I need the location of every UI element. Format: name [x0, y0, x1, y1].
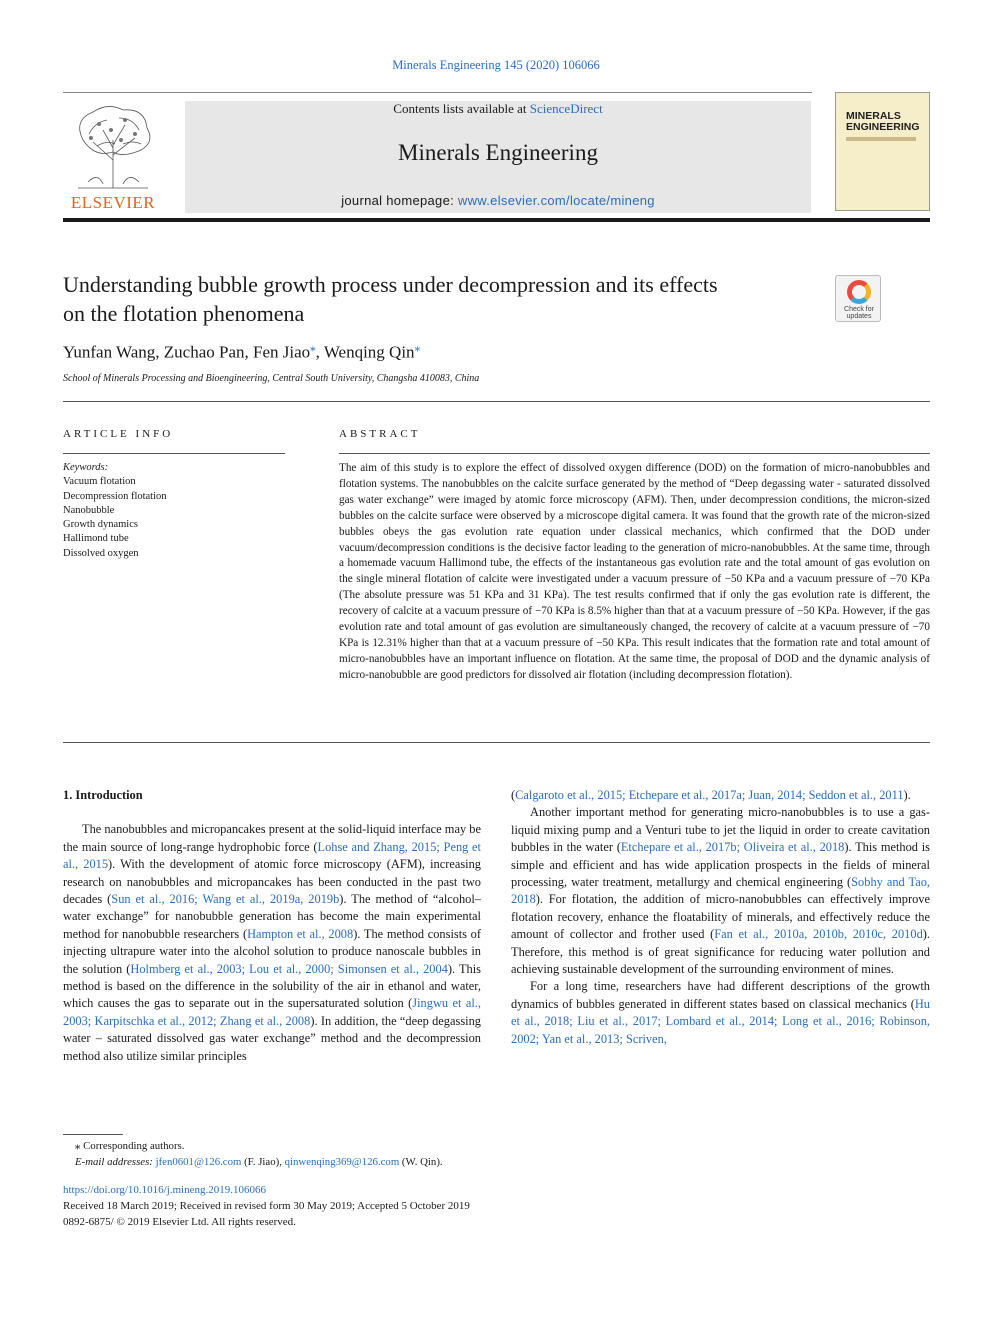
journal-homepage: [185, 193, 811, 208]
corresponding-note: ⁎ Corresponding authors.: [75, 1140, 185, 1152]
article-title: [63, 270, 823, 328]
journal-cover-thumbnail[interactable]: [835, 92, 930, 211]
keyword: Nanobubble: [63, 504, 115, 516]
body-text: ).: [903, 788, 911, 802]
copyright: 0892-6875/ © 2019 Elsevier Ltd. All rights reserved.: [63, 1216, 296, 1228]
cover-title-line1: MINERALS: [846, 110, 901, 122]
body-text: For a long time, researchers have had different descriptions of the growth dynamics of bubbles generated in different states based on classical mechanics (: [511, 979, 930, 1011]
footnote-rule: [63, 1134, 123, 1135]
body-text: ). In addition, the “deep degassing water – saturated dissolved gas water exchange” method and the decompression method also utilize similar principles: [63, 1013, 481, 1063]
body-column-left: [63, 787, 481, 1065]
citation-link[interactable]: Sun et al., 2016; Wang et al., 2019a, 2019b: [111, 892, 340, 907]
publisher-name: ELSEVIER: [70, 193, 156, 212]
affiliation: School of Minerals Processing and Bioengineering, Central South University, Changsha 410083, China: [63, 373, 480, 384]
email-note: [63, 1155, 930, 1171]
cover-strip: [846, 137, 916, 141]
divider: [63, 742, 930, 743]
citation-link[interactable]: Calgaroto et al., 2015; Etchepare et al., 2017a; Juan, 2014; Seddon et al., 2011: [515, 788, 904, 802]
body-text: ). This method is simple and efficient and has wide application prospects in the fields of mineral processing, water treatment, metallurgy and chemical engineering (: [511, 840, 930, 890]
citation-link[interactable]: Holmberg et al., 2003; Lou et al., 2000; Simonsen et al., 2004: [130, 961, 448, 976]
email-link-qin[interactable]: qinwenqing369@126.com: [284, 1155, 400, 1168]
body-text: ). For flotation, the addition of micro-nanobubbles can effectively improve flotation recovery, enhance the floatability of minerals, and effectively reduce the amount of collector and frother used (: [511, 892, 930, 942]
paragraph: [511, 978, 930, 1048]
citation-link[interactable]: Sobhy and Tao, 2018: [511, 875, 930, 907]
author-3: Fen Jiao: [253, 342, 311, 362]
keyword: Growth dynamics: [63, 519, 138, 531]
citation-link[interactable]: Etchepare et al., 2017b; Oliveira et al., 2018: [620, 840, 845, 855]
homepage-link[interactable]: www.elsevier.com/locate/mineng: [457, 193, 655, 208]
divider: [63, 401, 930, 402]
divider: [339, 453, 930, 454]
corresponding-mark[interactable]: ⁎: [414, 342, 421, 354]
section-title: 1. Introduction: [63, 788, 143, 802]
author-list: [63, 341, 420, 363]
abstract-text: The aim of this study is to explore the effect of dissolved oxygen difference (DOD) on the formation of micro-nanobubbles and flotation systems. The nanobubbles on the calcite surface generated by the method of “Deep degassing water - saturated dissolved gas water exchange” were imaged by atomic force microscopy (AFM). Then, under decompression conditions, the micron-sized bubbles on the calcite surface were observed by a microscope digital camera. It was found that the growth rate of the micron-sized bubbles obeys the gas evolution rate equation under classical mechanics, which confirmed that the DOD under vacuum/decompression conditions is the decisive factor leading to the generation of micro-nanobubbles. At the same time, through a homemade vacuum Hallimond tube, the effects of the instantaneous gas evolution rate and the total amount of gas evolution on the single mineral flotation of calcite were investigated under a vacuum pressure of −50 KPa and a vacuum pressure of −70 KPa (The absolute pressure was 51 KPa and 31 KPa). The test results confirmed that if only the gas evolution rate is different, the recovery of calcite at a vacuum pressure of −70 KPa is 8.5% higher than that at a vacuum pressure of −50 KPa. However, if the gas evolution rate and total amount of gas evolution are simultaneously changed, the recovery of calcite at a vacuum pressure of −70 KPa is 12.31% higher than that at a vacuum pressure of −50 KPa. This result indicates that the formation rate and total amount of micro-nanobubbles have an important influence on flotation. At the same time, the proposal of DOD and the dynamic analysis of micro-nanobubble are good predictors for dissolved air flotation (including decompression flotation).: [339, 462, 930, 681]
body-text: ). The method of “alcohol–water exchange” for nanobubble generation has become the main experimental method for nanobubble researchers (: [63, 892, 482, 941]
body-text: ). Therefore, this method is of great significance for reducing water pollution and achieving sustainable development of the surrounding environment of mines.: [511, 927, 930, 977]
article-title-line2: on the flotation phenomena: [63, 301, 305, 326]
email-link-jiao[interactable]: jfen0601@126.com: [155, 1155, 242, 1168]
check-updates-line2: updates: [846, 313, 872, 320]
author-2: Zuchao Pan,: [163, 342, 254, 362]
citation-link[interactable]: Jingwu et al., 2003; Karpitschka et al., 2012; Zhang et al., 2008: [63, 996, 482, 1028]
body-text: ). With the development of atomic force microscopy (AFM), increasing research on nanobubbles and micropancakes has been conducted in the past two decades (: [63, 857, 481, 907]
article-info-heading: ARTICLE INFO: [63, 428, 174, 440]
publication-info: [63, 1182, 930, 1230]
keyword: Dissolved oxygen: [63, 547, 139, 559]
homepage-prefix: journal homepage:: [341, 193, 458, 208]
body-text: ). This method is based on the difference in the solubility of the air in ethanol and water, which causes the gas to separate out in the supersaturated solution (: [63, 961, 481, 1011]
check-updates-label: [836, 306, 882, 320]
citation-link[interactable]: Fan et al., 2010a, 2010b, 2010c, 2010d: [714, 927, 923, 942]
sciencedirect-link[interactable]: ScienceDirect: [529, 101, 603, 116]
citation-link[interactable]: Hu et al., 2018; Liu et al., 2017; Lombard et al., 2014; Long et al., 2016; Robinson, 2002; Yan et al., 2013; Scriven,: [511, 996, 930, 1046]
body-text: Another important method for generating micro-nanobubbles is to use a gas-liquid mixing pump and a Venturi tube to jet the liquid in order to create cavitation bubbles in the water (: [511, 805, 930, 855]
footnotes: [63, 1139, 930, 1171]
keywords-label: Keywords:: [63, 462, 109, 473]
author-separator: ,: [315, 342, 324, 362]
header-top-rule: [63, 92, 812, 93]
abstract-heading: ABSTRACT: [339, 428, 421, 440]
received-dates: Received 18 March 2019; Received in revised form 30 May 2019; Accepted 5 October 2019: [63, 1200, 470, 1212]
paragraph: [511, 804, 930, 978]
keyword: Decompression flotation: [63, 490, 167, 502]
header-bottom-rule: [63, 218, 930, 222]
body-text: The nanobubbles and micropancakes present at the solid-liquid interface may be the main source of long-range hydrophobic force (: [63, 822, 481, 854]
body-column-right: [511, 787, 930, 1048]
doi-link[interactable]: https://doi.org/10.1016/j.mineng.2019.106066: [63, 1184, 266, 1196]
email-name-jiao: (F. Jiao),: [241, 1155, 285, 1168]
corresponding-mark[interactable]: ⁎: [310, 342, 316, 354]
journal-citation[interactable]: Minerals Engineering 145 (2020) 106066: [392, 58, 600, 72]
contents-availability: [185, 101, 811, 117]
author-1: Yunfan Wang,: [63, 342, 164, 362]
email-label: E-mail addresses:: [75, 1155, 156, 1168]
cover-title: [846, 111, 920, 133]
journal-name: Minerals Engineering: [398, 140, 598, 165]
contents-prefix: Contents lists available at: [393, 101, 530, 116]
keywords-list: [63, 461, 285, 561]
check-updates-icon: [847, 280, 871, 304]
article-title-line1: Understanding bubble growth process under decompression and its effects: [63, 272, 718, 297]
paragraph-continued: [511, 787, 930, 804]
paragraph: [63, 821, 481, 1065]
cover-title-line2: ENGINEERING: [846, 121, 920, 133]
body-text: (: [511, 788, 516, 802]
divider: [63, 453, 285, 454]
citation-link[interactable]: Hampton et al., 2008: [247, 926, 354, 941]
check-updates-line1: Check for: [844, 306, 874, 313]
email-name-qin: (W. Qin).: [399, 1155, 443, 1168]
check-for-updates-badge[interactable]: [835, 275, 881, 322]
author-4: Wenqing Qin: [323, 342, 415, 362]
keyword: Vacuum flotation: [63, 476, 136, 488]
keyword: Hallimond tube: [63, 533, 129, 545]
body-text: ). The method consists of injecting ultrapure water into the alcohol solution to produce nanoscale bubbles in the solution (: [63, 926, 481, 976]
citation-link[interactable]: Lohse and Zhang, 2015; Peng et al., 2015: [63, 839, 481, 872]
